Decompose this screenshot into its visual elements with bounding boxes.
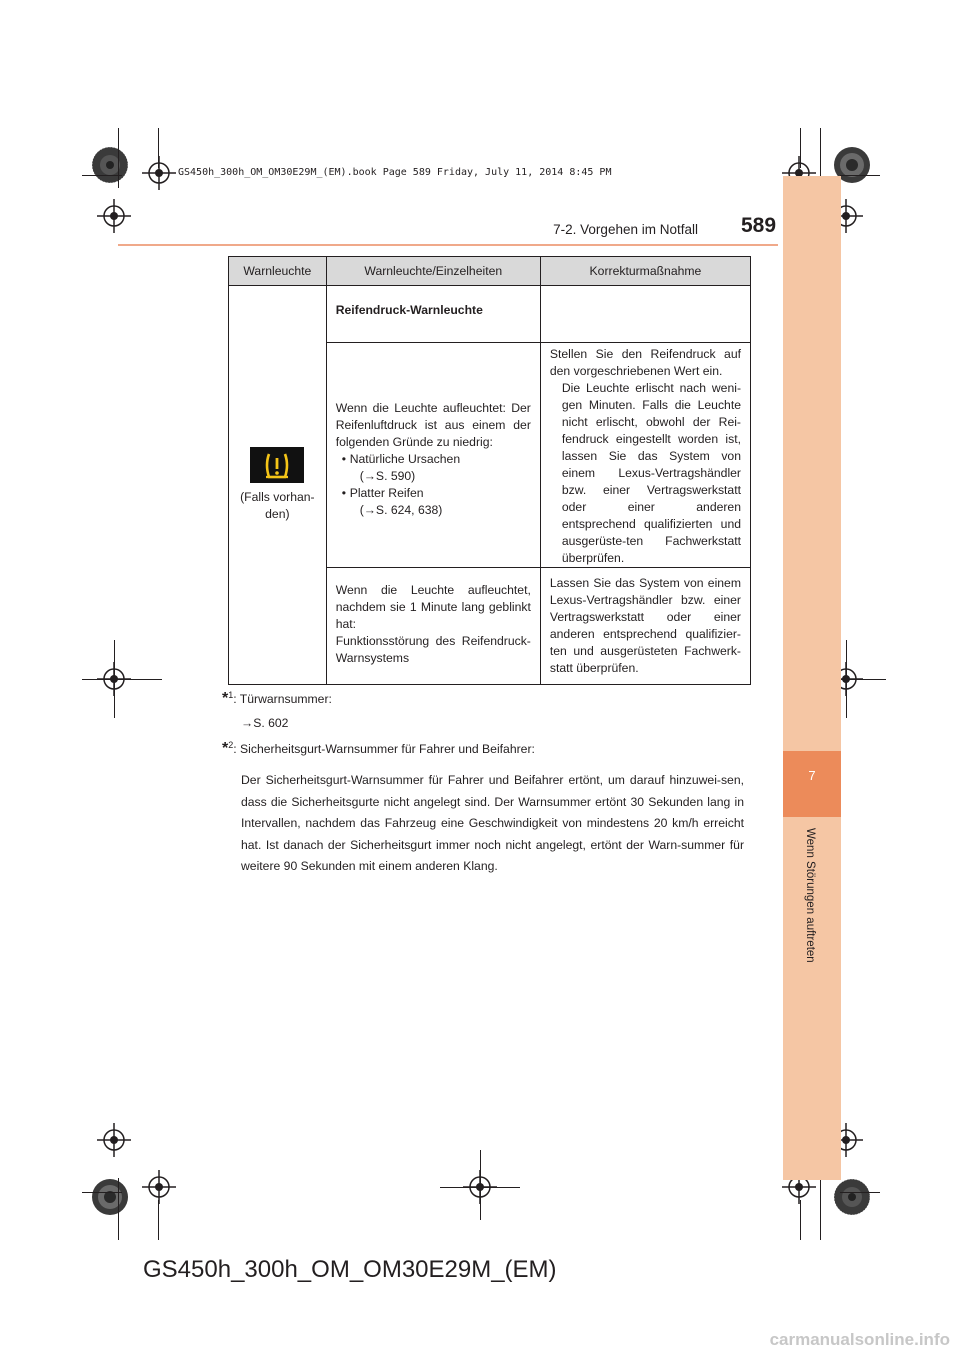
registration-mark-lower-left bbox=[97, 1123, 131, 1157]
table-header-cell: Korrekturmaßnahme bbox=[540, 257, 750, 286]
detail-cell bbox=[326, 343, 540, 568]
watermark: carmanualsonline.info bbox=[769, 1330, 950, 1349]
crop-line bbox=[82, 175, 122, 176]
crop-line bbox=[800, 1200, 801, 1240]
list-item: • Natürliche Ursachen bbox=[341, 451, 461, 466]
detail-intro: Wenn die Leuchte aufleuchtet: Der Reifenluftdruck ist aus einem der folgenden Gründe zu niedrig: bbox=[335, 400, 531, 449]
footnote-2-label: *$^2$: Sicherheitsgurt-Warnsummer für Fahrer und Beifahrer: bbox=[222, 740, 535, 758]
chapter-number: 7 bbox=[808, 768, 816, 783]
crop-line bbox=[480, 1150, 481, 1220]
action-intro: Stellen Sie den Reifendruck auf den vorgeschriebenen Wert ein. bbox=[549, 347, 741, 378]
header-rule bbox=[118, 244, 778, 246]
starburst-mark-bottom-right bbox=[832, 1177, 872, 1217]
table-header-row bbox=[229, 257, 751, 286]
crop-line bbox=[118, 128, 119, 188]
crop-line bbox=[840, 175, 880, 176]
list-item: • Platter Reifen bbox=[341, 485, 424, 500]
page-reference: (→S. 624, 638) bbox=[359, 502, 443, 517]
crop-line bbox=[158, 1200, 159, 1240]
table-title-cell bbox=[326, 286, 540, 343]
crop-line bbox=[158, 128, 159, 168]
action-cell bbox=[540, 343, 750, 568]
crop-line bbox=[846, 640, 847, 718]
action-text: Lassen Sie das System von einem Lexus-Vertragshändler bzw. einer Vertragswerkstatt oder einer anderen entsprechend qualifizier-ten und ausgerüsteten Fachwerk-statt überprüfen. bbox=[549, 576, 741, 675]
detail-text: Wenn die Leuchte aufleuchtet, nachdem sie 1 Minute lang geblinkt hat: bbox=[335, 583, 531, 631]
table-row bbox=[229, 286, 751, 343]
chapter-tab-strip bbox=[783, 176, 841, 1180]
section-title: 7-2. Vorgehen im Notfall bbox=[553, 222, 698, 237]
detail-text: Funktionsstörung des Reifendruck-Warnsystems bbox=[335, 634, 531, 665]
footnote-2-text: Der Sicherheitsgurt-Warnsummer für Fahrer und Beifahrer ertönt, um darauf hinzuwei-sen, dass die Sicherheitsgurte nicht angelegt sind. Der Warnsummer ertönt 30 Sekunden lang in Intervallen, nachdem das Fahrzeug eine Geschwindigkeit von mindestens 20 km/h erreicht hat. Ist danach der Sicherheitsgurt immer noch nicht angelegt, ertönt der Warn-summer für weitere 90 Sekunden mit einem anderen Klang. bbox=[241, 773, 744, 873]
crop-line bbox=[82, 1192, 122, 1193]
footer-document-code: GS450h_300h_OM_OM30E29M_(EM) bbox=[143, 1256, 557, 1283]
crop-line bbox=[118, 1178, 119, 1240]
footnote-1-label: *$^1$: Türwarnsummer: bbox=[222, 690, 332, 708]
lamp-cell bbox=[229, 286, 327, 685]
table-header-cell: Warnleuchte/Einzelheiten bbox=[326, 257, 540, 286]
registration-mark-bottom-left bbox=[142, 1170, 176, 1204]
action-detail: Die Leuchte erlischt nach weni-gen Minuten. Falls die Leuchte nicht erlischt, obwohl der Rei-fendruck eingestellt worden ist, lassen Sie das System von einem Lexus-Vertragshändler bzw. einer Vertragswerkstatt oder einer anderen entsprechend qualifizierten und ausgerüste-ten Fachwerkstatt überprüfen. bbox=[561, 381, 741, 565]
page-reference: (→S. 590) bbox=[359, 468, 416, 483]
crop-line bbox=[800, 128, 801, 168]
chapter-tab-box bbox=[783, 751, 841, 817]
detail-cell bbox=[326, 568, 540, 685]
registration-mark-top-left bbox=[142, 156, 176, 190]
page-number: 589 bbox=[741, 214, 777, 237]
warning-light-table bbox=[228, 256, 751, 685]
starburst-mark-top-left bbox=[90, 145, 130, 185]
crop-line bbox=[840, 1192, 880, 1193]
footnote-1-reference: →S. 602 bbox=[241, 716, 289, 730]
crop-line bbox=[820, 1178, 821, 1240]
action-cell bbox=[540, 568, 750, 685]
table-empty-cell bbox=[540, 286, 750, 343]
crop-line bbox=[82, 679, 162, 680]
tire-pressure-warning-icon bbox=[250, 447, 304, 483]
lamp-title: Reifendruck-Warnleuchte bbox=[335, 303, 483, 317]
chapter-title: Wenn Störungen auftreten bbox=[804, 828, 816, 963]
registration-mark-upper-left bbox=[97, 199, 131, 233]
lamp-caption: (Falls vorhan-den) bbox=[240, 490, 315, 521]
starburst-mark-bottom-left bbox=[90, 1177, 130, 1217]
table-header-cell: Warnleuchte bbox=[229, 257, 327, 286]
printer-info-line: GS450h_300h_OM_OM30E29M_(EM).book Page 589 Friday, July 11, 2014 8:45 PM bbox=[178, 167, 612, 178]
crop-line bbox=[114, 640, 115, 718]
